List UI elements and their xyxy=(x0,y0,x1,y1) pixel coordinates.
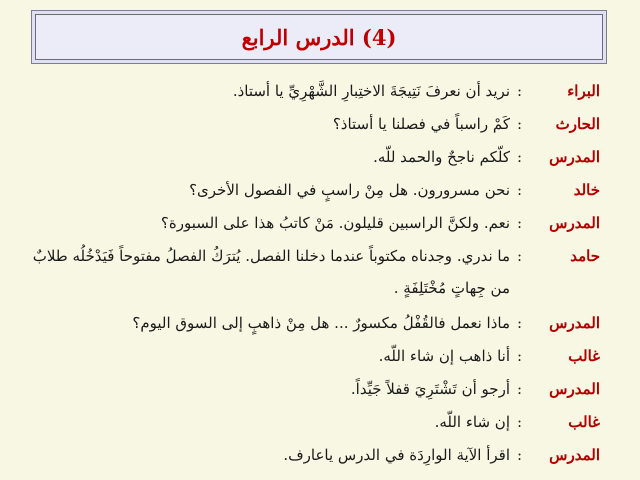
line-text: نريد أن نعرفَ نَتِيجَةَ الاختِبارِ الشَّهْرِيِّ يا أستاذ. xyxy=(232,82,510,100)
dialogue-line xyxy=(0,310,640,336)
speaker-name: البراء xyxy=(567,82,600,100)
dialogue-line xyxy=(0,409,640,435)
dialogue-line xyxy=(0,111,640,137)
colon-separator: : xyxy=(516,82,522,100)
line-text: ماذا نعمل فالقُفْلُ مكسورٌ ... هل مِنْ ذاهبٍ إلى السوق اليوم؟ xyxy=(132,314,510,332)
colon-separator: : xyxy=(516,214,522,232)
lesson-title: (4) الدرس الرابع xyxy=(241,24,397,50)
colon-separator: : xyxy=(516,314,522,332)
speaker-name: غالب xyxy=(568,347,600,365)
speaker-name: غالب xyxy=(568,413,600,431)
dialogue-line xyxy=(0,144,640,170)
colon-separator: : xyxy=(516,380,522,398)
line-text: اقرأ الآية الوارِدَة في الدرس ياعارف. xyxy=(283,446,510,464)
dialogue-line xyxy=(0,177,640,203)
speaker-name: المدرس xyxy=(549,214,600,232)
colon-separator: : xyxy=(516,115,522,133)
line-text: كلّكم ناجحٌ والحمد للّه. xyxy=(373,148,510,166)
colon-separator: : xyxy=(516,148,522,166)
line-text: كَمْ راسباً في فصلنا يا أستاذ؟ xyxy=(332,115,510,133)
dialogue-line xyxy=(0,243,640,303)
speaker-name: خالد xyxy=(573,181,600,199)
speaker-name: المدرس xyxy=(549,148,600,166)
speaker-name: المدرس xyxy=(549,380,600,398)
line-text: أنا ذاهب إن شاء اللّه. xyxy=(378,347,510,365)
dialogue-line xyxy=(0,78,640,104)
line-text: إن شاء اللّه. xyxy=(434,413,510,431)
colon-separator: : xyxy=(516,347,522,365)
line-text: نحن مسرورون. هل مِنْ راسبٍ في الفصول الأخرى؟ xyxy=(189,181,510,199)
speaker-name: الحارث xyxy=(555,115,600,133)
dialogue-line xyxy=(0,343,640,369)
speaker-name: المدرس xyxy=(549,446,600,464)
speaker-name: المدرس xyxy=(549,314,600,332)
dialogue-line xyxy=(0,442,640,468)
line-text: أرجو أن تَشْتَرِيَ قفلاً جَيِّداً. xyxy=(350,380,510,398)
dialogue-line xyxy=(0,376,640,402)
line-text: ما ندري. وجدناه مكتوباً عندما دخلنا الفصل. يُترَكُ الفصلُ مفتوحاً فَيَدْخُلُه طلابٌ من جِهاتٍ مُخْتَلِفَةٍ . xyxy=(32,247,510,297)
colon-separator: : xyxy=(516,247,522,265)
speaker-name: حامد xyxy=(570,247,600,265)
colon-separator: : xyxy=(516,446,522,464)
colon-separator: : xyxy=(516,181,522,199)
line-text: نعم. ولكنَّ الراسبين قليلون. مَنْ كاتبُ هذا على السبورة؟ xyxy=(160,214,510,232)
dialogue-line xyxy=(0,210,640,236)
colon-separator: : xyxy=(516,413,522,431)
